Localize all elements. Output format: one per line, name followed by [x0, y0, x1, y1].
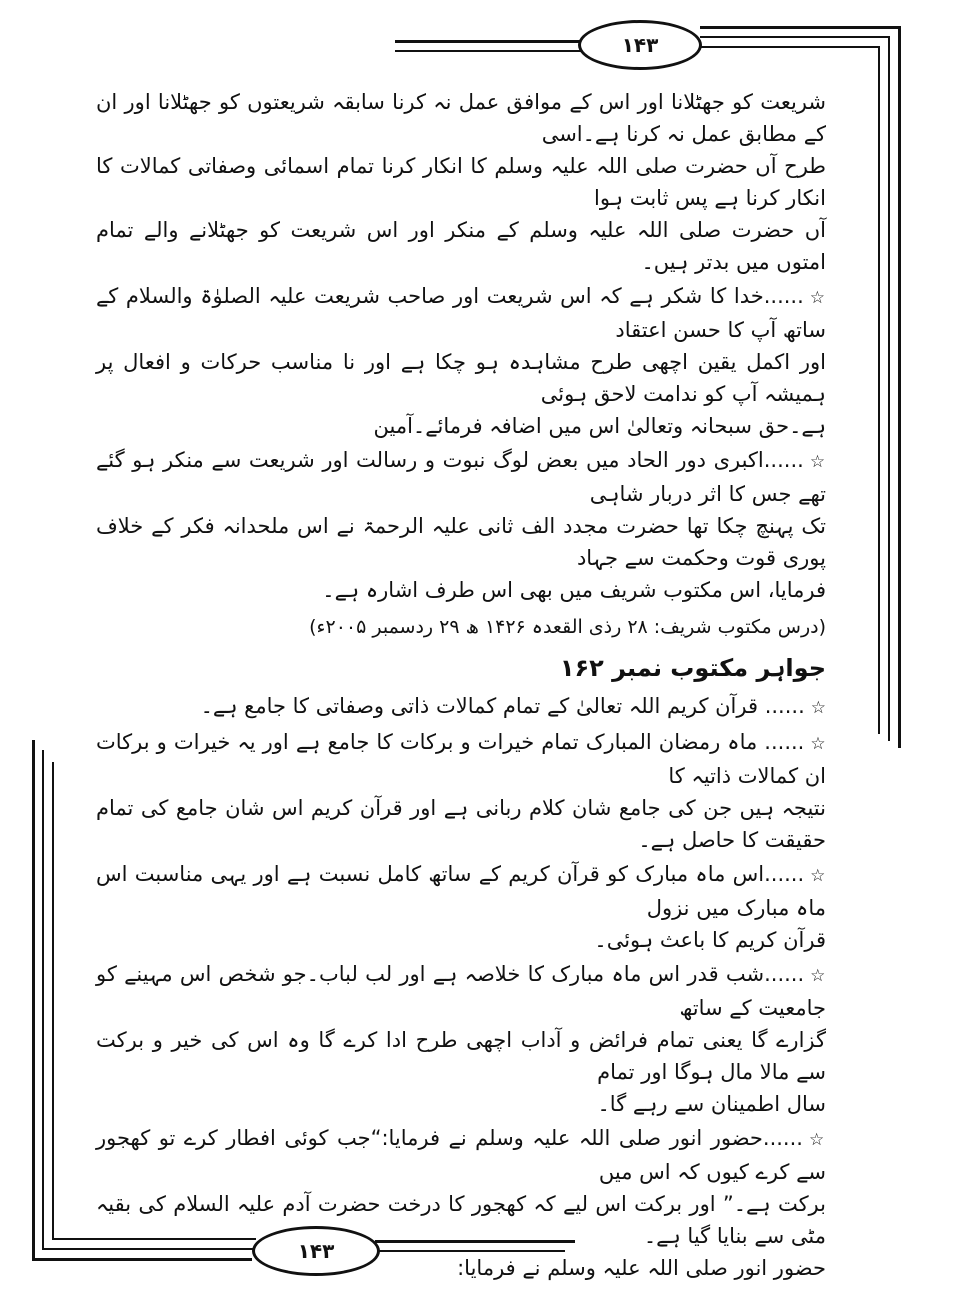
frame-top-line-inner-left [395, 50, 585, 52]
paragraph-gratitude [96, 280, 826, 442]
star-bullet-icon: ☆ [808, 1130, 826, 1150]
text-line: گزارے گا یعنی تمام فرائض و آداب اچھی طرح ادا کرے گا وہ اس کی خیر و برکت سے مالا مال ہوگا اور تمام [96, 1028, 826, 1084]
text-line: آں حضرت صلی اللہ علیہ وسلم کے منکر اور اس شریعت کو جھٹلانے والے تمام امتوں میں بدتر ہیں۔ [96, 218, 826, 274]
text-line [96, 858, 826, 924]
frame-left-line-inner [52, 762, 54, 1240]
text-line [96, 958, 826, 1024]
text-span: ...... ماہ رمضان المبارک تمام خیرات و برکات کا جامع ہے اور یہ خیرات و برکات ان کمالات ذاتیہ کا [96, 730, 826, 788]
star-bullet-icon: ☆ [810, 698, 826, 718]
text-line [96, 444, 826, 510]
text-span: ......اکبری دور الحاد میں بعض لوگ نبوت و رسالت اور شریعت سے منکر ہو گئے تھے جس کا اثر دربار شاہی [96, 448, 826, 506]
paragraph-month-relation [96, 858, 826, 956]
text-line: ہے۔حق سبحانہ وتعالیٰ اس میں اضافہ فرمائے۔آمین [373, 414, 826, 438]
frame-right-line-mid [888, 36, 890, 741]
intro-paragraph [96, 86, 826, 278]
page-number-bottom-text: ۱۴۳ [297, 1239, 335, 1263]
text-line [96, 690, 826, 724]
frame-left-line-mid [42, 750, 44, 1250]
paragraph-ramadan [96, 726, 826, 856]
text-line: نتیجہ ہیں جن کی جامع شان کلام ربانی ہے اور قرآن کریم اس شان جامع کی تمام حقیقت کا حاصل ہے۔ [96, 796, 826, 852]
star-bullet-icon: ☆ [810, 734, 826, 754]
source-note: (درس مکتوب شریف: ۲۸ رذی القعدہ ۱۴۲۶ ھ ۲۹ ردسمبر ۲۰۰۵ء) [309, 616, 826, 638]
text-line: اور اکمل یقین اچھی طرح مشاہدہ ہو چکا ہے اور نا مناسب حرکات و افعال پر ہمیشہ آپ کو ندامت لاحق ہوئی [96, 350, 826, 406]
paragraph-shab-e-qadr [96, 958, 826, 1120]
star-bullet-icon: ☆ [809, 452, 826, 472]
star-bullet-icon: ☆ [809, 288, 826, 308]
text-line [96, 280, 826, 346]
text-line [96, 1122, 826, 1188]
text-span: ......خدا کا شکر ہے کہ اس شریعت اور صاحب شریعت علیہ الصلوٰۃ والسلام کے ساتھ آپ کا حسن اعتقاد [96, 284, 826, 342]
frame-top-line-mid-right [700, 36, 890, 38]
frame-right-line-inner [878, 46, 880, 734]
text-line: سال اطمینان سے رہے گا۔ [597, 1092, 826, 1116]
star-bullet-icon: ☆ [810, 866, 826, 886]
paragraph-quran [96, 690, 826, 724]
text-line: حضور انور صلی اللہ علیہ وسلم نے فرمایا: [457, 1256, 826, 1280]
frame-top-line-inner-right [700, 46, 880, 48]
text-line: برکت ہے۔” اور برکت اس لیے کہ کھجور کا درخت حضرت آدم علیہ السلام کی بقیہ مٹی سے بنایا گیا ہے۔ [96, 1192, 826, 1248]
frame-top-line-outer-right [700, 26, 900, 29]
text-line: شریعت کو جھٹلانا اور اس کے موافق عمل نہ کرنا سابقہ شریعتوں کو جھٹلانا اور ان کے مطابق عمل نہ کرنا ہے۔اسی [96, 90, 826, 146]
page-number-top [578, 20, 702, 70]
page-body [96, 86, 826, 1286]
paragraph-iftar [96, 1122, 826, 1284]
text-line: قرآن کریم کا باعث ہوئی۔ [594, 928, 826, 952]
text-line [96, 726, 826, 792]
text-line: طرح آں حضرت صلی اللہ علیہ وسلم کا انکار کرنا تمام اسمائی وصفاتی کمالات کا انکار کرنا ہے پس ثابت ہوا [96, 154, 826, 210]
section-heading: جواہر مکتوب نمبر ۱۶۲ [559, 654, 826, 682]
frame-right-line-outer [898, 26, 901, 748]
frame-top-line-outer-left [395, 40, 580, 43]
text-line: تک پہنچ چکا تھا حضرت مجدد الف ثانی علیہ الرحمۃ نے اس ملحدانہ فکر کے خلاف پوری قوت وحکمت سے جہاد [96, 514, 826, 570]
text-span: ......حضور انور صلی اللہ علیہ وسلم نے فرمایا:“جب کوئی افطار کرے تو کھجور سے کرے کیوں کہ اس میں [96, 1126, 826, 1184]
text-span: ......اس ماہ مبارک کو قرآن کریم کے ساتھ کامل نسبت ہے اور یہی مناسبت اس ماہ مبارک میں نزول [96, 862, 826, 920]
text-span: ...... قرآن کریم اللہ تعالیٰ کے تمام کمالات ذاتی وصفاتی کا جامع ہے۔ [200, 694, 805, 718]
text-line: فرمایا، اس مکتوب شریف میں بھی اس طرف اشارہ ہے۔ [322, 578, 826, 602]
frame-left-line-outer [32, 740, 35, 1260]
page-number-top-text: ۱۴۳ [621, 33, 659, 57]
paragraph-akbari-era [96, 444, 826, 606]
text-span: ......شب قدر اس ماہ مبارک کا خلاصہ ہے اور لب لباب۔جو شخص اس مہینے کو جامعیت کے ساتھ [96, 962, 826, 1020]
star-bullet-icon: ☆ [810, 966, 826, 986]
